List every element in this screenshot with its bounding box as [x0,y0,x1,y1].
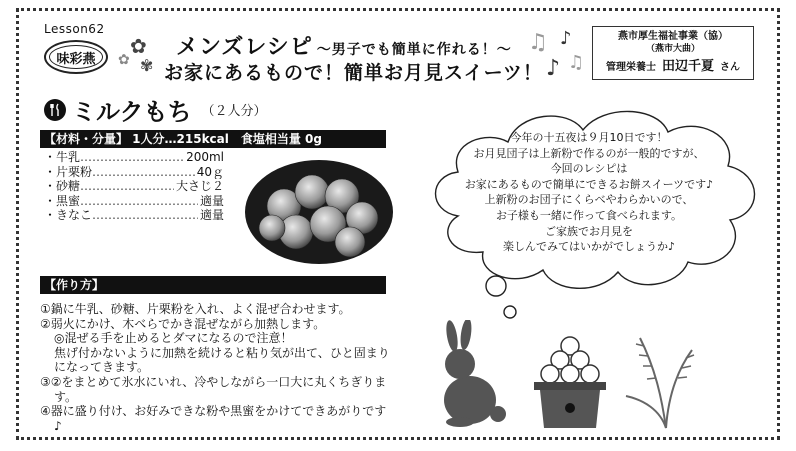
music-note-icon: ♪ [560,28,572,49]
org-role: 管理栄養士 [605,61,656,73]
logo [44,40,108,74]
org-line2: （燕市大曲） [645,43,700,54]
lesson-label: Lesson62 [44,22,105,36]
moon-viewing-illustration [430,320,710,430]
music-note-icon: ♫ [528,30,548,55]
flower-icon: ✿ [118,52,130,68]
bubble-line: 上新粉のお団子にくらべやわらかいので、 [484,193,694,207]
ingredient-item: ・黒蜜 …………………………………… 適量 [44,194,224,209]
bubble-line: 楽しんでみてはいかがでしょうか♪ [502,240,676,254]
step-note: ◎混ぜる手を止めるとダマになるので注意！ [54,331,293,346]
ingredient-item: ・きなこ …………………………………… 適量 [44,208,224,223]
title-main [176,30,512,61]
music-note-icon: ♫ [568,52,585,73]
bubble-line: ご家族でお月見を [545,224,633,238]
bubble-line: お月見団子は上新粉で作るのが一般的ですが、 [473,146,705,160]
bubble-text [444,130,734,255]
bubble-line: 今回のレシピは [550,162,628,176]
title-line2: お家にあるもので！簡単お月見スイーツ！ [164,62,543,84]
org-person [593,58,753,77]
recipe-title-row [44,92,267,127]
step-item: ④器に盛り付け、お好みできな粉や黒蜜をかけてできあがりです♪ [40,404,387,433]
ingredient-item: ・砂糖 …………………………………… 大さじ２ [44,179,224,194]
step-item: ②弱火にかけ、木べらでかき混ぜながら加熱します。 [40,316,326,331]
bubble-line: お家にあるもので簡単にできるお餅スイーツです♪ [464,177,714,191]
fork-knife-icon [44,99,66,121]
rabbit-icon [444,320,506,427]
step-item: ③②をまとめて氷水にいれ、冷やしながら一口大に丸くちぎります。 [40,374,387,404]
step-note: 焦げ付かないように加熱を続けると粘り気が出て、ひと固まりになってきます。 [54,345,390,375]
step-item: ①鍋に牛乳、砂糖、片栗粉を入れ、よく混ぜ合わせます。 [40,302,351,316]
ingredients-header: 【材料・分量】 1人分…215kcal 食塩相当量 0g [40,130,386,148]
ingredient-item: ・牛乳 …………………………………… 200ml [44,150,224,165]
org-name: 田辺千夏 [661,58,714,74]
flower-icon: ✿ [130,34,147,58]
dango-stand-icon [534,337,606,428]
ingredient-item: ・片栗粉 …………………………………… 40ｇ [44,165,224,180]
mochi-photo [244,156,394,266]
pampas-grass-icon [626,338,694,428]
organization-box [592,26,754,80]
logo-text: 味彩燕 [56,51,96,67]
music-note-icon: ♪ [546,56,561,81]
recipe-title: ミルクもち [72,98,192,126]
steps-list [40,302,392,433]
steps-header: 【作り方】 [40,276,386,294]
title-main-text: メンズレシピ [176,34,313,60]
bubble-line: 今年の十五夜は９月10日です！ [510,131,668,144]
bubble-line: お子様も一緒に作って食べられます。 [495,208,683,222]
recipe-servings: （２人分） [201,104,267,119]
org-line1: 燕市厚生福祉事業（協） [618,31,728,42]
title-subtitle: ～男子でも簡単に作れる！～ [316,42,512,58]
org-honorific: さん [720,61,740,73]
flower-icon: ✾ [140,56,154,75]
ingredients-list [44,150,224,223]
